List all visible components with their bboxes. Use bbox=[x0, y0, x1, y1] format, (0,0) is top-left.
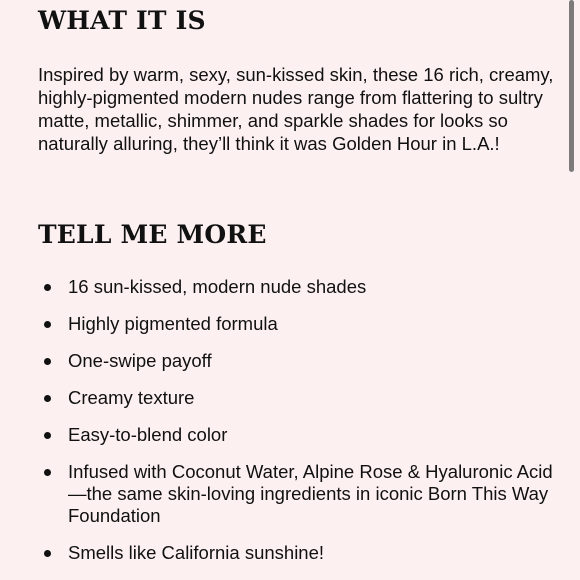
list-item bbox=[38, 461, 558, 527]
list-item-text: Infused with Coconut Water, Alpine Rose & Hyaluronic Acid—the same skin-loving ingredients in iconic Born This Way Foundation bbox=[68, 461, 553, 526]
vertical-scrollbar[interactable] bbox=[569, 0, 574, 172]
what-it-is-heading: WHAT IT IS bbox=[38, 6, 206, 35]
list-item bbox=[38, 542, 558, 564]
list-item bbox=[38, 276, 558, 298]
feature-list bbox=[38, 276, 558, 579]
bullet-icon bbox=[44, 432, 51, 439]
tell-me-more-heading: TELL ME MORE bbox=[38, 220, 267, 249]
list-item-text: Smells like California sunshine! bbox=[68, 542, 325, 563]
bullet-icon bbox=[44, 321, 51, 328]
bullet-icon bbox=[44, 395, 51, 402]
list-item bbox=[38, 350, 558, 372]
list-item bbox=[38, 313, 558, 335]
list-item-text: Easy-to-blend color bbox=[68, 424, 228, 445]
bullet-icon bbox=[44, 284, 51, 291]
list-item bbox=[38, 387, 558, 409]
list-item-text: Creamy texture bbox=[68, 387, 195, 408]
bullet-icon bbox=[44, 358, 51, 365]
bullet-icon bbox=[44, 550, 51, 557]
what-it-is-description: Inspired by warm, sexy, sun-kissed skin, these 16 rich, creamy, highly-pigmented modern nudes range from flattering to sultry matte, metallic, shimmer, and sparkle shades for looks so naturally alluring, they’ll think it was Golden Hour in L.A.! bbox=[38, 64, 554, 154]
list-item-text: 16 sun-kissed, modern nude shades bbox=[68, 276, 367, 297]
list-item-text: One-swipe payoff bbox=[68, 350, 212, 371]
list-item-text: Highly pigmented formula bbox=[68, 313, 278, 334]
bullet-icon bbox=[44, 469, 51, 476]
list-item bbox=[38, 424, 558, 446]
